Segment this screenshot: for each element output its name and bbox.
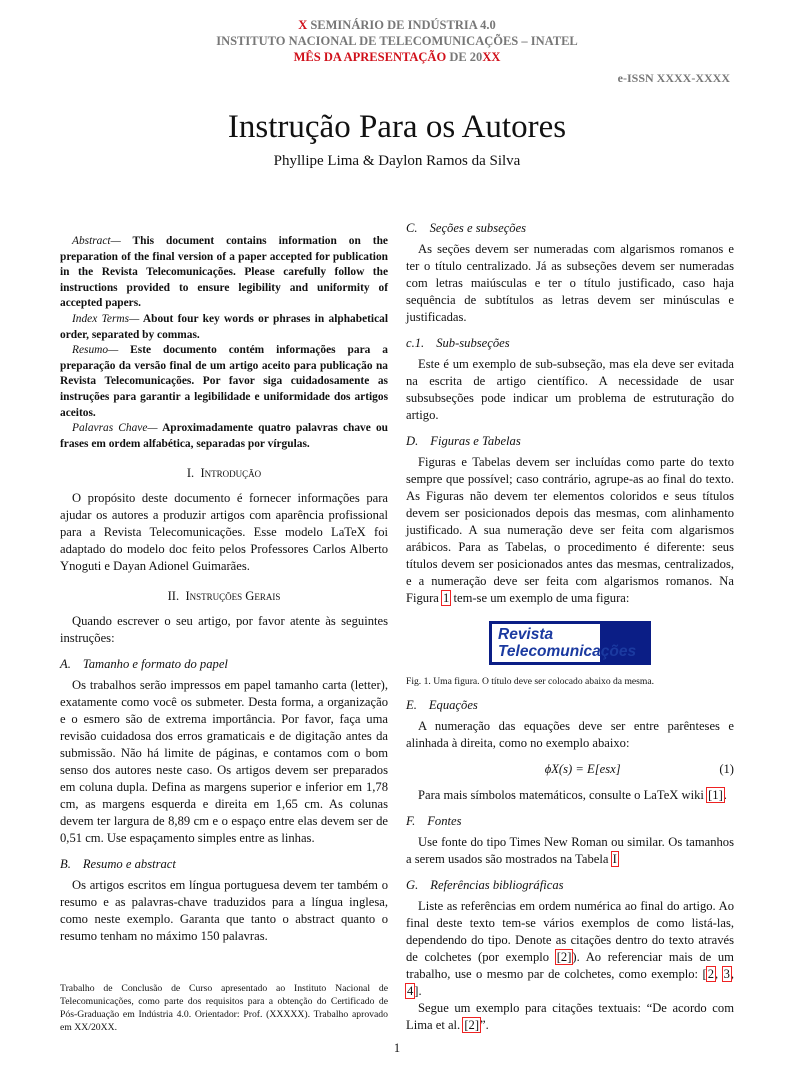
equation: ϕX(s) = E[esx] (1) [544,762,734,776]
index-terms: Index Terms— About four key words or phrases in alphabetical order, separated by commas. [60,312,388,341]
resumo: Resumo— Este documento contém informações para a preparação da versão final de um artigo aceito para publicação na Revista Telecomunicações. Por favor siga cuidadosamente as instruções para garantir a legibilidade e uniformidade dos artigos aceitos. [60,344,388,419]
paragraph: O propósito deste documento é fornecer informações para ajudar os autores a produzir artigos com aparência profissional para a Revista Telecomunicações. Esse modelo LaTeX foi adaptado do modelo doc feito pelos Professores Carlos Alberto Ynoguti e Dayan Adionel Guimarães. [60,491,388,574]
abstract: Abstract— This document contains information on the preparation of the final version of a paper accepted for publication in the Revista Telecomunicações. Please carefully follow the instructions provided to ensure legibility and uniformity of accepted papers. [60,235,388,310]
revista-logo: Revista Telecomunicações [489,621,651,665]
citation-link[interactable]: 3 [723,967,730,981]
paragraph: Liste as referências em ordem numérica ao final do artigo. Ao final deste texto tem-se vários exemplos de como listá-las, dependendo do tipo. Denote as citações dentro do texto através de colchetes (por exemplo [2]). Ao referenciar mais de um trabalho, use o mesmo par de colchetes, como exemplo: [2, 3, 4]. [406,899,735,998]
institute-line: INSTITUTO NACIONAL DE TELECOMUNICAÇÕES – INATEL [216,34,578,48]
subsection-heading: D. Figuras e Tabelas [406,434,521,448]
columns [60,220,734,1034]
paper-title: Instrução Para os Autores [227,109,567,145]
date-line: MÊS DA APRESENTAÇÃO DE 20XX [293,50,501,64]
right-column [406,220,734,1034]
conference-line: X SEMINÁRIO DE INDÚSTRIA 4.0 [298,18,496,32]
table-link[interactable]: I [612,852,617,866]
subsubsection-heading: c.1. Sub-subseções [406,336,510,350]
citation-link[interactable]: 2 [707,967,714,981]
paragraph: Para mais símbolos matemáticos, consulte o LaTeX wiki [1]. [418,788,727,802]
paragraph: Os trabalhos serão impressos em papel tamanho carta (letter), exatamente como você os submeter. Desta forma, a organização e o esmero são de extrema importância. Por favor, faça uma revisão cuidadosa dos erros gramaticais e de digitação antes da submissão. Não há limite de páginas, e contamos com o bom senso dos autores neste caso. Os artigos devem ser preparados em coluna dupla. Defina as margens superior e inferior em 1,78 cm, as margens esquerda e direita em 1,65 cm. As colunas devem ter largura de 8,89 cm e o espaço entre elas devem ser de 0,51 cm. Use espaçamento simples entre as linhas. [60,678,388,846]
palavras-chave: Palavras Chave— Aproximadamente quatro palavras chave ou frases em ordem alfabética, separadas por vírgulas. [60,422,388,450]
footnote: Trabalho de Conclusão de Curso apresentado ao Instituto Nacional de Telecomunicações, como parte dos requisitos para a obtenção do Certificado de Pós-Graduação em Indústria 4.0. Orientador: Prof. (XXXXX). Trabalho aprovado em XX/20XX. [60,983,388,1033]
subsection-heading: F. Fontes [406,814,462,828]
issn: e-ISSN XXXX-XXXX [617,71,730,85]
subsection-heading: E. Equações [406,698,478,712]
page-number: 1 [393,1041,401,1055]
paragraph: Quando escrever o seu artigo, por favor atente às seguintes instruções: [60,614,388,646]
left-column [60,220,388,1034]
paragraph: Segue um exemplo para citações textuais: “De acordo com Lima et al. [2]”. [406,1001,734,1032]
paragraph: Este é um exemplo de sub-subseção, mas ela deve ser evitada na escrita de artigo científico. A necessidade de usar subsubseções pode indicar um problema de estruturação do artigo. [406,357,734,422]
citation-link[interactable]: 4 [407,984,414,998]
subsection-heading: C. Seções e subseções [406,221,527,235]
figure-link[interactable]: 1 [443,591,450,605]
section-heading: I. Introdução [186,466,262,481]
paragraph: Os artigos escritos em língua portuguesa devem ter também o resumo e as palavras-chave traduzidos para a língua inglesa, como neste exemplo. Garanta que tanto o abstract quanto o resumo tenham no máximo 150 palavras. [60,878,388,944]
paragraph: Use fonte do tipo Times New Roman ou similar. Os tamanhos a serem usados são mostrados na Tabela I [406,835,734,866]
figure-caption: Fig. 1. Uma figura. O título deve ser colocado abaixo da mesma. [406,676,655,687]
abstract-block [60,234,388,452]
paragraph: As seções devem ser numeradas com algarismos romanos e ter o título centralizado. Já as subseções devem ser numeradas com letras maiúsculas e ter o título justificado, caso haja sequência de subtítulos as letras devem ser minúsculas e justificadas. [406,242,734,324]
authors: Phyllipe Lima & Daylon Ramos da Silva [273,153,521,169]
citation-link[interactable]: [2] [464,1018,480,1032]
subsection-heading: A. Tamanho e formato do papel [60,657,228,672]
subsection-heading: G. Referências bibliográficas [406,878,564,892]
citation-link[interactable]: [1] [708,788,723,802]
subsection-heading: B. Resumo e abstract [60,857,176,872]
section-heading: II. Instruções Gerais [167,589,281,604]
paragraph: Figuras e Tabelas devem ser incluídas como parte do texto sempre que possível; caso contrário, agrupe-as ao final do texto. As Figuras não devem ter elementos coloridos e seus títulos devem ser posicionados depois das mesmas, com alinhamento justificado. A sua numeração deve ser feita com algarismos arábicos. Para as Tabelas, o procedimento é diferente: seus títulos devem ser posicionados antes das mesmas, centralizados, e a numeração deve ser feita com algarismos romanos. Na Figura 1 tem-se um exemplo de uma figura: [406,455,734,605]
citation-link[interactable]: [2] [556,950,572,964]
figure [406,621,734,665]
paragraph: A numeração das equações deve ser entre parênteses e alinhada à direita, como no exemplo abaixo: [406,719,734,750]
